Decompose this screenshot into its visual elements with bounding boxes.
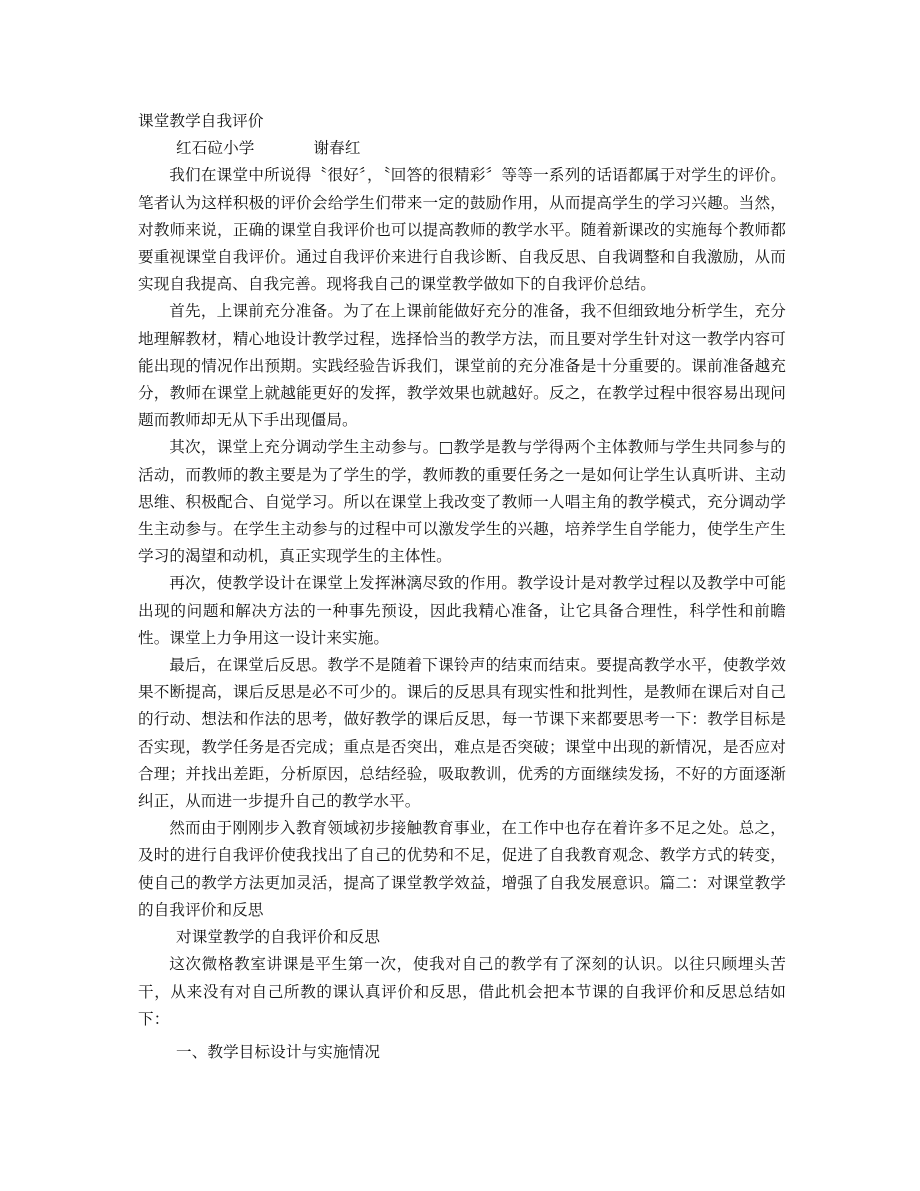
document-title: 课堂教学自我评价 [138,112,264,130]
paragraph-intro: 我们在课堂中所说得〝很好〞，〝回答的很精彩〞等等一系列的话语都属于对学生的评价。笔者认为这样积极的评价会给学生们带来一定的鼓励作用，从而提高学生的学习兴趣。当然，对教师来说，正确的课堂自我评价也可以提高教师的教学水平。随着新课改的实施每个教师都要重视课堂自我评价。通过自我评价来进行自我诊断、自我反思、自我调整和自我激励，从而实现自我提高、自我完善。现将我自己的课堂教学做如下的自我评价总结。 [138,166,786,294]
school-name: 红石砬小学 [176,139,255,158]
section-title: 对课堂教学的自我评价和反思 [176,928,381,947]
paragraph-first: 首先，上课前充分准备。为了在上课前能做好充分的准备，我不但细致地分析学生，充分地理解教材，精心地设计教学过程，选择恰当的教学方法，而且要对学生针对这一教学内容可能出现的情况作出预期。实践经验告诉我们，课堂前的充分准备是十分重要的。课前准备越充分，教师在课堂上就越能更好的发挥，教学效果也就越好。反之，在教学过程中很容易出现问题而教师却无从下手出现僵局。 [138,302,786,430]
document-body [138,108,786,1066]
paragraph-section-intro: 这次微格教室讲课是平生第一次，使我对自己的教学有了深刻的认识。以往只顾埋头苦干，从来没有对自己所教的课认真评价和反思，借此机会把本节课的自我评价和反思总结如下： [138,955,786,1028]
author-line [138,135,786,162]
paragraph-second: 其次，课堂上充分调动学生主动参与。□教学是教与学得两个主体教师与学生共同参与的活动，而教师的教主要是为了学生的学，教师教的重要任务之一是如何让学生认真听讲、主动思维、积极配合、自觉学习。所以在课堂上我改变了教师一人唱主角的教学模式，充分调动学生主动参与。在学生主动参与的过程中可以激发学生的兴趣，培养学生自学能力，使学生产生学习的渴望和动机，真正实现学生的主体性。 [138,438,786,566]
paragraph-third: 再次，使教学设计在课堂上发挥淋漓尽致的作用。教学设计是对教学过程以及教学中可能出现的问题和解决方法的一种事先预设，因此我精心准备，让它具备合理性，科学性和前瞻性。课堂上力争用这一设计来实施。 [138,574,786,647]
section-heading: 一、教学目标设计与实施情况 [176,1042,381,1061]
paragraph-conclusion: 然而由于刚刚步入教育领域初步接触教育事业，在工作中也存在着许多不足之处。总之，及时的进行自我评价使我找出了自己的优势和不足，促进了自我教育观念、教学方式的转变，使自己的教学方法更加灵活，提高了课堂教学效益，增强了自我发展意识。篇二：对课堂教学的自我评价和反思 [138,819,786,919]
author-name: 谢春红 [313,139,361,158]
paragraph-fourth: 最后，在课堂后反思。教学不是随着下课铃声的结束而结束。要提高教学水平，使教学效果不断提高，课后反思是必不可少的。课后的反思具有现实性和批判性，是教师在课后对自己的行动、想法和作法的思考，做好教学的课后反思，每一节课下来都要思考一下：教学目标是否实现，教学任务是否完成；重点是否突出，难点是否突破；课堂中出现的新情况，是否应对合理；并找出差距，分析原因，总结经验，吸取教训，优秀的方面继续发扬，不好的方面逐渐纠正，从而进一步提升自己的教学水平。 [138,656,786,811]
